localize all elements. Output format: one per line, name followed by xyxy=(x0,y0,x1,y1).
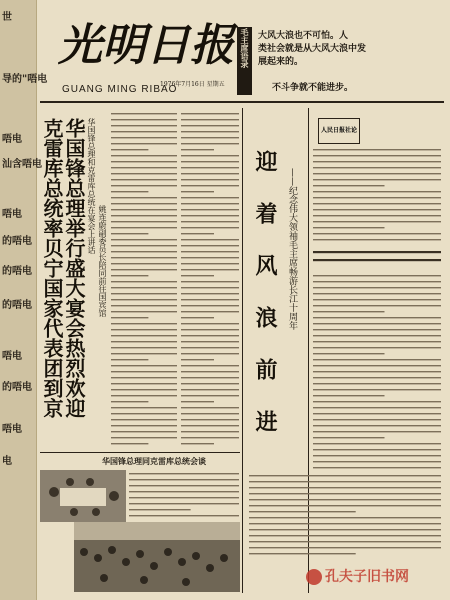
prev-fragment: 电 xyxy=(2,456,12,467)
text-line xyxy=(111,401,148,402)
text-line xyxy=(313,449,441,450)
text-lines xyxy=(312,272,442,472)
text-line xyxy=(111,125,177,126)
text-line xyxy=(313,317,441,318)
mao-quote xyxy=(258,30,438,69)
text-line xyxy=(181,323,239,324)
prev-fragment: 唔电 xyxy=(2,424,22,435)
text-line xyxy=(181,407,239,408)
text-line xyxy=(181,431,239,432)
feature-char: 迎 xyxy=(252,150,278,172)
text-line xyxy=(313,341,441,342)
text-line xyxy=(111,185,177,186)
text-line xyxy=(111,113,177,114)
text-line xyxy=(313,437,385,438)
text-line xyxy=(181,257,239,258)
quote-label-text: 毛主席语录 xyxy=(240,28,250,68)
main-body-col-2 xyxy=(180,110,240,450)
text-line xyxy=(313,413,441,414)
text-line xyxy=(181,377,239,378)
text-line xyxy=(111,353,177,354)
quote-label xyxy=(237,27,252,95)
text-line xyxy=(111,311,177,312)
text-line xyxy=(111,287,177,288)
date-line: 1976年7月16日 星期五 xyxy=(160,81,225,88)
column-rule xyxy=(242,108,243,593)
text-line xyxy=(111,383,177,384)
text-line xyxy=(129,509,191,510)
text-line xyxy=(111,335,177,336)
text-line xyxy=(181,305,239,306)
text-line xyxy=(111,149,148,150)
text-line xyxy=(111,377,177,378)
text-line xyxy=(313,401,441,402)
text-line xyxy=(181,389,239,390)
text-lines xyxy=(312,248,442,268)
text-line xyxy=(111,293,177,294)
text-line xyxy=(313,431,441,432)
text-line xyxy=(181,371,239,372)
text-line xyxy=(181,383,239,384)
text-line xyxy=(111,443,148,444)
text-line xyxy=(111,275,148,276)
text-line xyxy=(313,185,385,186)
text-line xyxy=(111,251,177,252)
text-line xyxy=(181,293,239,294)
prev-fragment: 世 xyxy=(2,12,12,23)
text-line xyxy=(313,425,441,426)
prev-fragment: 的唔电 xyxy=(2,382,32,393)
text-line xyxy=(181,263,239,264)
text-line xyxy=(111,347,177,348)
text-line xyxy=(181,155,239,156)
text-line xyxy=(313,395,385,396)
text-line xyxy=(181,251,239,252)
text-line xyxy=(181,299,239,300)
text-line xyxy=(111,119,177,120)
text-line xyxy=(313,275,441,276)
text-line xyxy=(181,245,239,246)
text-line xyxy=(181,335,239,336)
text-line xyxy=(249,475,441,476)
watermark xyxy=(306,566,409,586)
text-line xyxy=(313,407,441,408)
text-line xyxy=(181,203,239,204)
text-line xyxy=(313,323,441,324)
masthead-rule xyxy=(40,101,444,103)
text-line xyxy=(313,161,441,162)
text-line xyxy=(111,143,177,144)
photo-side-text xyxy=(128,470,240,520)
text-line xyxy=(249,499,441,500)
quote-line: 类社会就是从大风大浪中发 xyxy=(258,44,367,54)
text-line xyxy=(313,197,441,198)
text-line xyxy=(313,419,441,420)
text-line xyxy=(111,269,177,270)
feature-body-1 xyxy=(312,146,442,246)
prev-fragment: 唔电 xyxy=(2,134,22,145)
text-line xyxy=(313,215,441,216)
photo-caption: 华国锋总理同克雷库总统会谈 xyxy=(102,456,206,466)
text-line xyxy=(181,137,239,138)
text-line xyxy=(181,287,239,288)
prev-fragment: 唔电 xyxy=(2,209,22,220)
text-line xyxy=(313,281,441,282)
text-line xyxy=(181,185,239,186)
text-line xyxy=(129,497,239,498)
text-line xyxy=(181,173,239,174)
text-line xyxy=(313,209,441,210)
prev-fragment: 的唔电 xyxy=(2,266,32,277)
text-line xyxy=(313,461,441,462)
feature-body-bottom xyxy=(248,472,442,558)
text-line xyxy=(181,161,239,162)
text-line xyxy=(313,233,441,234)
text-line xyxy=(111,245,177,246)
text-line xyxy=(181,275,214,276)
text-line xyxy=(313,293,441,294)
feature-char: 进 xyxy=(252,410,278,432)
text-line xyxy=(313,227,385,228)
prev-fragment: 的唔电 xyxy=(2,236,32,247)
text-line xyxy=(111,215,177,216)
text-lines xyxy=(312,146,442,246)
text-line xyxy=(111,263,177,264)
feature-subtitle: ——纪念伟大领袖毛主席畅游长江十周年 xyxy=(287,168,297,330)
text-line xyxy=(181,197,239,198)
text-line xyxy=(249,505,441,506)
main-subhead-1: 华国锋总理和克雷库总统在宴会上讲话 xyxy=(87,118,96,254)
main-subhead-2: 姚连蔚副委员长陪同前往国宾馆 xyxy=(98,205,107,317)
text-line xyxy=(181,413,239,414)
story-divider xyxy=(40,452,240,453)
text-line xyxy=(181,341,239,342)
text-line xyxy=(181,395,239,396)
text-line xyxy=(181,359,214,360)
quote-line: 展起来的。 xyxy=(258,57,304,67)
text-line xyxy=(313,365,441,366)
text-line xyxy=(249,535,441,536)
text-line xyxy=(313,353,385,354)
text-line xyxy=(181,425,239,426)
feature-char: 风 xyxy=(252,254,278,276)
text-lines xyxy=(180,110,240,450)
text-line xyxy=(181,269,239,270)
text-line xyxy=(111,305,177,306)
text-line xyxy=(181,401,214,402)
previous-page-strip xyxy=(0,0,48,600)
text-line xyxy=(313,455,441,456)
text-line xyxy=(111,407,177,408)
text-line xyxy=(111,425,177,426)
text-line xyxy=(313,359,441,360)
text-line xyxy=(111,437,177,438)
text-line xyxy=(313,251,441,253)
text-line xyxy=(111,233,148,234)
text-line xyxy=(129,491,239,492)
text-line xyxy=(313,443,441,444)
text-line xyxy=(249,493,441,494)
main-headline-1: 克雷库总统率贝宁国家代表团到京 xyxy=(40,118,64,418)
text-line xyxy=(111,341,177,342)
text-line xyxy=(111,419,177,420)
text-line xyxy=(249,511,356,512)
feature-bold-para xyxy=(312,248,442,268)
text-line xyxy=(249,523,441,524)
text-line xyxy=(129,515,239,516)
text-line xyxy=(313,149,441,150)
text-line xyxy=(313,239,441,240)
text-line xyxy=(181,149,214,150)
feature-body-2 xyxy=(312,272,442,472)
text-line xyxy=(111,323,177,324)
text-line xyxy=(313,311,385,312)
photo-meeting xyxy=(40,470,126,522)
text-line xyxy=(181,143,239,144)
text-line xyxy=(111,395,177,396)
text-line xyxy=(181,239,239,240)
main-body-col-1 xyxy=(110,110,178,450)
text-line xyxy=(181,311,239,312)
text-line xyxy=(111,221,177,222)
text-line xyxy=(181,113,239,114)
text-line xyxy=(249,529,441,530)
text-line xyxy=(313,155,441,156)
text-line xyxy=(111,137,177,138)
text-line xyxy=(313,191,441,192)
text-line xyxy=(181,179,239,180)
text-line xyxy=(313,383,441,384)
masthead-latin: GUANG MING RIBAO xyxy=(62,84,178,95)
feature-char: 着 xyxy=(252,202,278,224)
text-line xyxy=(181,437,239,438)
text-line xyxy=(111,389,177,390)
text-line xyxy=(129,503,239,504)
text-line xyxy=(111,161,177,162)
text-line xyxy=(111,239,177,240)
text-line xyxy=(249,553,356,554)
text-line xyxy=(313,287,441,288)
text-line xyxy=(129,473,239,474)
text-line xyxy=(249,487,441,488)
text-line xyxy=(313,329,441,330)
text-line xyxy=(111,413,177,414)
text-line xyxy=(111,431,177,432)
text-line xyxy=(111,209,177,210)
text-line xyxy=(181,281,239,282)
masthead-logo xyxy=(58,18,234,71)
text-line xyxy=(181,221,239,222)
text-line xyxy=(129,485,239,486)
text-line xyxy=(181,215,239,216)
text-lines xyxy=(248,472,442,558)
text-line xyxy=(181,443,214,444)
text-line xyxy=(111,371,177,372)
text-line xyxy=(111,179,177,180)
feature-char: 浪 xyxy=(252,306,278,328)
text-line xyxy=(181,119,239,120)
text-line xyxy=(313,347,441,348)
text-line xyxy=(181,317,214,318)
text-line xyxy=(181,167,239,168)
text-line xyxy=(313,467,441,468)
text-line xyxy=(111,257,177,258)
text-line xyxy=(249,481,441,482)
text-line xyxy=(111,299,177,300)
text-line xyxy=(181,233,214,234)
text-line xyxy=(313,221,441,222)
text-line xyxy=(181,329,239,330)
editorial-inset-label: 人民日报社论 xyxy=(320,127,357,134)
text-line xyxy=(111,227,177,228)
text-line xyxy=(313,305,441,306)
text-line xyxy=(313,179,441,180)
text-line xyxy=(249,541,441,542)
text-line xyxy=(181,347,239,348)
svg-text:光明日报: 光明日报 xyxy=(58,20,234,71)
text-line xyxy=(111,173,177,174)
text-lines xyxy=(128,470,240,520)
text-line xyxy=(181,353,239,354)
prev-fragment: 汕含唔电 xyxy=(2,159,42,170)
text-line xyxy=(111,197,177,198)
text-line xyxy=(111,155,177,156)
text-line xyxy=(313,377,441,378)
photo-meeting-image xyxy=(40,470,126,522)
text-line xyxy=(111,329,177,330)
text-line xyxy=(249,517,441,518)
main-headline-2: 华国锋总理举行盛大宴会热烈欢迎 xyxy=(62,118,86,418)
text-line xyxy=(181,209,239,210)
text-line xyxy=(181,365,239,366)
text-line xyxy=(313,173,441,174)
mao-quote-2: 不斗争就不能进步。 xyxy=(272,83,354,93)
text-lines xyxy=(110,110,178,450)
text-line xyxy=(181,191,214,192)
text-line xyxy=(111,203,177,204)
text-line xyxy=(111,359,148,360)
text-line xyxy=(313,259,441,261)
text-line xyxy=(313,299,441,300)
prev-fragment: 导的"唔电 xyxy=(2,74,48,85)
text-line xyxy=(313,389,441,390)
text-line xyxy=(111,131,177,132)
text-line xyxy=(111,167,177,168)
text-line xyxy=(313,371,441,372)
text-line xyxy=(313,203,441,204)
text-line xyxy=(181,227,239,228)
text-line xyxy=(111,191,148,192)
quote-line: 大风大浪也不可怕。人 xyxy=(258,31,349,41)
editorial-inset xyxy=(318,118,360,144)
text-line xyxy=(249,547,441,548)
text-line xyxy=(181,131,239,132)
text-line xyxy=(129,479,239,480)
text-line xyxy=(181,125,239,126)
photo-crowd xyxy=(74,522,240,592)
feature-char: 前 xyxy=(252,358,278,380)
text-line xyxy=(111,365,177,366)
text-line xyxy=(111,317,148,318)
watermark-logo-icon xyxy=(306,569,322,585)
prev-fragment: 唔电 xyxy=(2,351,22,362)
text-line xyxy=(181,419,239,420)
prev-fragment: 的唔电 xyxy=(2,300,32,311)
text-line xyxy=(111,281,177,282)
text-line xyxy=(313,335,441,336)
text-line xyxy=(313,167,441,168)
watermark-text: 孔夫子旧书网 xyxy=(325,569,409,585)
photo-crowd-image xyxy=(74,522,240,592)
